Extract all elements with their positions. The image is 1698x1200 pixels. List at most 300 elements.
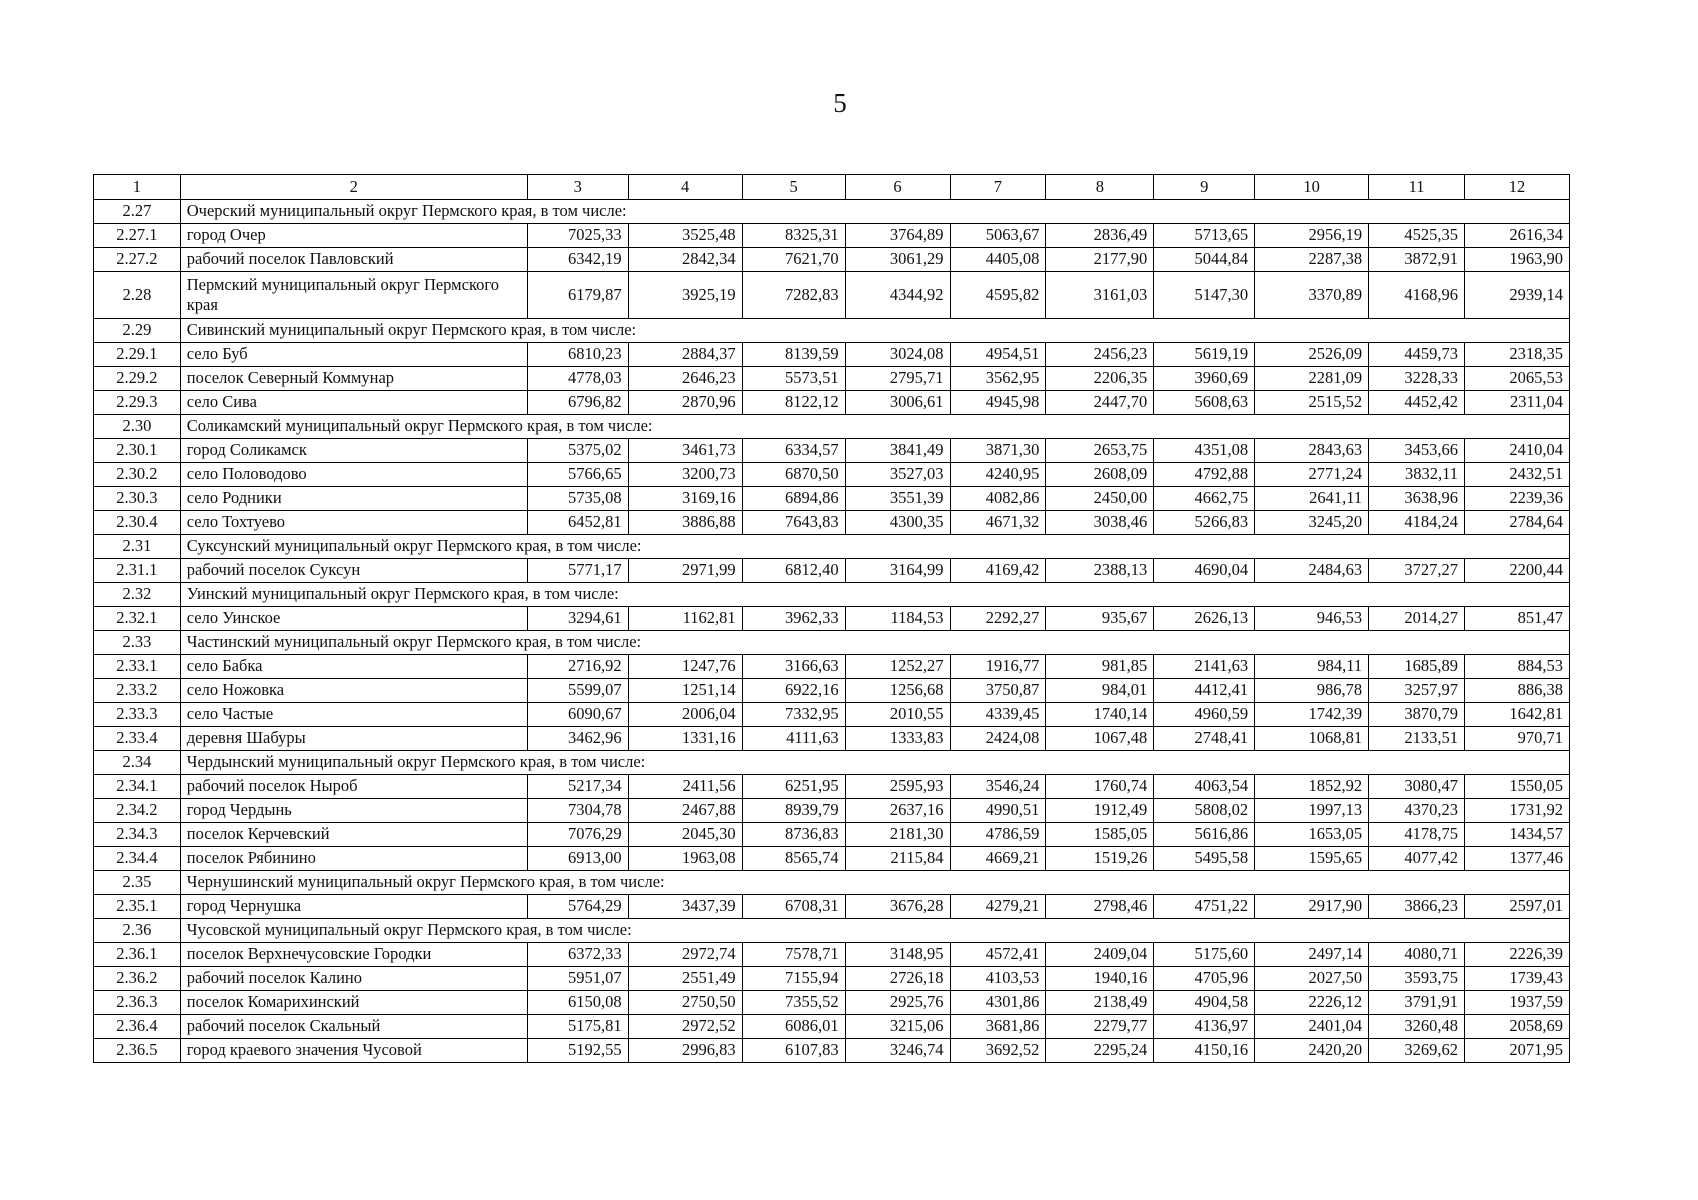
tariff-value: 2996,83 bbox=[628, 1039, 742, 1063]
tariff-value: 986,78 bbox=[1255, 679, 1369, 703]
tariff-value: 1434,57 bbox=[1465, 823, 1570, 847]
row-number: 2.36.3 bbox=[94, 991, 181, 1015]
tariff-value: 3925,19 bbox=[628, 272, 742, 319]
tariff-value: 3791,91 bbox=[1369, 991, 1465, 1015]
tariff-value: 2058,69 bbox=[1465, 1015, 1570, 1039]
tariff-value: 7076,29 bbox=[527, 823, 628, 847]
tariff-value: 3260,48 bbox=[1369, 1015, 1465, 1039]
settlement-name: деревня Шабуры bbox=[180, 727, 527, 751]
column-number-header: 10 bbox=[1255, 175, 1369, 200]
tariff-value: 3164,99 bbox=[845, 559, 950, 583]
page-number: 5 bbox=[833, 88, 847, 118]
tariff-value: 2836,49 bbox=[1046, 224, 1154, 248]
tariff-value: 3562,95 bbox=[950, 367, 1046, 391]
tariff-value: 5573,51 bbox=[742, 367, 845, 391]
row-number: 2.30.4 bbox=[94, 511, 181, 535]
table-row bbox=[94, 847, 1570, 871]
group-row bbox=[94, 871, 1570, 895]
column-number-header: 6 bbox=[845, 175, 950, 200]
tariff-value: 6894,86 bbox=[742, 487, 845, 511]
tariff-value: 2411,56 bbox=[628, 775, 742, 799]
tariff-value: 935,67 bbox=[1046, 607, 1154, 631]
column-number-header: 3 bbox=[527, 175, 628, 200]
tariff-value: 6334,57 bbox=[742, 439, 845, 463]
row-number: 2.36 bbox=[94, 919, 181, 943]
settlement-name: село Тохтуево bbox=[180, 511, 527, 535]
tariff-value: 1685,89 bbox=[1369, 655, 1465, 679]
tariff-value: 2409,04 bbox=[1046, 943, 1154, 967]
table-row bbox=[94, 967, 1570, 991]
tariff-value: 2424,08 bbox=[950, 727, 1046, 751]
settlement-name: рабочий поселок Скальный bbox=[180, 1015, 527, 1039]
tariff-value: 4169,42 bbox=[950, 559, 1046, 583]
row-number: 2.28 bbox=[94, 272, 181, 319]
tariff-value: 3461,73 bbox=[628, 439, 742, 463]
tariff-value: 5766,65 bbox=[527, 463, 628, 487]
tariff-value: 2027,50 bbox=[1255, 967, 1369, 991]
row-number: 2.30.3 bbox=[94, 487, 181, 511]
tariff-value: 6810,23 bbox=[527, 343, 628, 367]
tariff-value: 2771,24 bbox=[1255, 463, 1369, 487]
column-number-header: 8 bbox=[1046, 175, 1154, 200]
tariff-value: 2206,35 bbox=[1046, 367, 1154, 391]
row-number: 2.34.1 bbox=[94, 775, 181, 799]
tariff-value: 3080,47 bbox=[1369, 775, 1465, 799]
tariff-value: 2239,36 bbox=[1465, 487, 1570, 511]
settlement-name: поселок Верхнечусовские Городки bbox=[180, 943, 527, 967]
tariff-value: 2295,24 bbox=[1046, 1039, 1154, 1063]
tariff-value: 2014,27 bbox=[1369, 607, 1465, 631]
tariff-value: 1912,49 bbox=[1046, 799, 1154, 823]
tariff-value: 2925,76 bbox=[845, 991, 950, 1015]
table-row bbox=[94, 607, 1570, 631]
tariff-value: 3024,08 bbox=[845, 343, 950, 367]
group-row bbox=[94, 319, 1570, 343]
tariff-value: 1377,46 bbox=[1465, 847, 1570, 871]
settlement-name: село Буб bbox=[180, 343, 527, 367]
tariff-value: 4904,58 bbox=[1154, 991, 1255, 1015]
tariff-value: 884,53 bbox=[1465, 655, 1570, 679]
tariff-value: 4136,97 bbox=[1154, 1015, 1255, 1039]
tariff-value: 8122,12 bbox=[742, 391, 845, 415]
tariff-value: 2484,63 bbox=[1255, 559, 1369, 583]
settlement-name: город Чернушка bbox=[180, 895, 527, 919]
tariff-value: 2181,30 bbox=[845, 823, 950, 847]
tariff-value: 3161,03 bbox=[1046, 272, 1154, 319]
tariff-value: 984,11 bbox=[1255, 655, 1369, 679]
tariff-value: 5735,08 bbox=[527, 487, 628, 511]
table-row bbox=[94, 463, 1570, 487]
row-number: 2.29 bbox=[94, 319, 181, 343]
settlement-name: поселок Северный Коммунар bbox=[180, 367, 527, 391]
table-row bbox=[94, 727, 1570, 751]
table-row bbox=[94, 991, 1570, 1015]
tariff-value: 2795,71 bbox=[845, 367, 950, 391]
row-number: 2.34.4 bbox=[94, 847, 181, 871]
table-row bbox=[94, 775, 1570, 799]
tariff-value: 4705,96 bbox=[1154, 967, 1255, 991]
row-number: 2.36.2 bbox=[94, 967, 181, 991]
tariff-value: 1252,27 bbox=[845, 655, 950, 679]
tariff-value: 1162,81 bbox=[628, 607, 742, 631]
tariff-value: 1256,68 bbox=[845, 679, 950, 703]
row-number: 2.29.2 bbox=[94, 367, 181, 391]
table-row bbox=[94, 679, 1570, 703]
group-title: Очерский муниципальный округ Пермского края, в том числе: bbox=[180, 200, 1569, 224]
tariff-value: 6870,50 bbox=[742, 463, 845, 487]
tariff-value: 1585,05 bbox=[1046, 823, 1154, 847]
tariff-value: 3166,63 bbox=[742, 655, 845, 679]
tariff-value: 4954,51 bbox=[950, 343, 1046, 367]
tariff-value: 5616,86 bbox=[1154, 823, 1255, 847]
tariff-value: 5266,83 bbox=[1154, 511, 1255, 535]
table-row bbox=[94, 248, 1570, 272]
tariff-value: 5147,30 bbox=[1154, 272, 1255, 319]
tariff-value: 4082,86 bbox=[950, 487, 1046, 511]
group-row bbox=[94, 751, 1570, 775]
settlement-name: поселок Рябинино bbox=[180, 847, 527, 871]
tariff-value: 3228,33 bbox=[1369, 367, 1465, 391]
tariff-value: 4459,73 bbox=[1369, 343, 1465, 367]
tariff-value: 2956,19 bbox=[1255, 224, 1369, 248]
settlement-name: рабочий поселок Калино bbox=[180, 967, 527, 991]
tariff-value: 2616,34 bbox=[1465, 224, 1570, 248]
tariff-value: 5771,17 bbox=[527, 559, 628, 583]
tariff-value: 8325,31 bbox=[742, 224, 845, 248]
tariff-value: 984,01 bbox=[1046, 679, 1154, 703]
tariff-value: 2637,16 bbox=[845, 799, 950, 823]
row-number: 2.31.1 bbox=[94, 559, 181, 583]
tariff-value: 3546,24 bbox=[950, 775, 1046, 799]
tariff-value: 2784,64 bbox=[1465, 511, 1570, 535]
tariff-value: 4525,35 bbox=[1369, 224, 1465, 248]
tariff-value: 3866,23 bbox=[1369, 895, 1465, 919]
tariff-value: 3061,29 bbox=[845, 248, 950, 272]
tariff-value: 946,53 bbox=[1255, 607, 1369, 631]
tariff-value: 3870,79 bbox=[1369, 703, 1465, 727]
tariff-value: 3246,74 bbox=[845, 1039, 950, 1063]
tariff-value: 3527,03 bbox=[845, 463, 950, 487]
group-row bbox=[94, 631, 1570, 655]
row-number: 2.36.1 bbox=[94, 943, 181, 967]
tariff-value: 5599,07 bbox=[527, 679, 628, 703]
tariff-value: 6086,01 bbox=[742, 1015, 845, 1039]
tariff-value: 2420,20 bbox=[1255, 1039, 1369, 1063]
settlement-name: село Сива bbox=[180, 391, 527, 415]
table-row bbox=[94, 487, 1570, 511]
tariff-value: 4339,45 bbox=[950, 703, 1046, 727]
tariff-value: 4300,35 bbox=[845, 511, 950, 535]
tariff-value: 5375,02 bbox=[527, 439, 628, 463]
tariff-value: 3960,69 bbox=[1154, 367, 1255, 391]
tariff-value: 2410,04 bbox=[1465, 439, 1570, 463]
tariff-value: 886,38 bbox=[1465, 679, 1570, 703]
tariff-value: 4370,23 bbox=[1369, 799, 1465, 823]
row-number: 2.33.4 bbox=[94, 727, 181, 751]
tariff-value: 7332,95 bbox=[742, 703, 845, 727]
tariff-value: 2750,50 bbox=[628, 991, 742, 1015]
tariff-value: 4595,82 bbox=[950, 272, 1046, 319]
tariff-table bbox=[93, 174, 1570, 1063]
tariff-value: 6452,81 bbox=[527, 511, 628, 535]
table-row bbox=[94, 703, 1570, 727]
tariff-value: 2884,37 bbox=[628, 343, 742, 367]
tariff-value: 3886,88 bbox=[628, 511, 742, 535]
tariff-value: 6179,87 bbox=[527, 272, 628, 319]
tariff-value: 4103,53 bbox=[950, 967, 1046, 991]
group-title: Суксунский муниципальный округ Пермского края, в том числе: bbox=[180, 535, 1569, 559]
tariff-value: 3764,89 bbox=[845, 224, 950, 248]
tariff-value: 4351,08 bbox=[1154, 439, 1255, 463]
tariff-value: 2971,99 bbox=[628, 559, 742, 583]
row-number: 2.33 bbox=[94, 631, 181, 655]
tariff-value: 4671,32 bbox=[950, 511, 1046, 535]
tariff-value: 3525,48 bbox=[628, 224, 742, 248]
tariff-value: 2450,00 bbox=[1046, 487, 1154, 511]
tariff-value: 2551,49 bbox=[628, 967, 742, 991]
tariff-value: 4178,75 bbox=[1369, 823, 1465, 847]
tariff-value: 2177,90 bbox=[1046, 248, 1154, 272]
tariff-value: 1247,76 bbox=[628, 655, 742, 679]
group-title: Чердынский муниципальный округ Пермского края, в том числе: bbox=[180, 751, 1569, 775]
settlement-name: город краевого значения Чусовой bbox=[180, 1039, 527, 1063]
tariff-value: 4792,88 bbox=[1154, 463, 1255, 487]
tariff-value: 2432,51 bbox=[1465, 463, 1570, 487]
row-number: 2.34.3 bbox=[94, 823, 181, 847]
tariff-value: 3841,49 bbox=[845, 439, 950, 463]
tariff-value: 851,47 bbox=[1465, 607, 1570, 631]
tariff-value: 1595,65 bbox=[1255, 847, 1369, 871]
table-row bbox=[94, 439, 1570, 463]
tariff-value: 2515,52 bbox=[1255, 391, 1369, 415]
tariff-value: 1068,81 bbox=[1255, 727, 1369, 751]
tariff-value: 4452,42 bbox=[1369, 391, 1465, 415]
tariff-value: 2641,11 bbox=[1255, 487, 1369, 511]
tariff-value: 3462,96 bbox=[527, 727, 628, 751]
tariff-value: 2526,09 bbox=[1255, 343, 1369, 367]
tariff-value: 2133,51 bbox=[1369, 727, 1465, 751]
row-number: 2.30 bbox=[94, 415, 181, 439]
tariff-value: 5951,07 bbox=[527, 967, 628, 991]
tariff-value: 1760,74 bbox=[1046, 775, 1154, 799]
tariff-value: 5608,63 bbox=[1154, 391, 1255, 415]
group-title: Чернушинский муниципальный округ Пермского края, в том числе: bbox=[180, 871, 1569, 895]
settlement-name: село Родники bbox=[180, 487, 527, 511]
table-row bbox=[94, 1015, 1570, 1039]
column-number-header: 11 bbox=[1369, 175, 1465, 200]
tariff-value: 4301,86 bbox=[950, 991, 1046, 1015]
tariff-value: 8939,79 bbox=[742, 799, 845, 823]
tariff-value: 4662,75 bbox=[1154, 487, 1255, 511]
column-number-header: 12 bbox=[1465, 175, 1570, 200]
tariff-value: 7578,71 bbox=[742, 943, 845, 967]
tariff-value: 4405,08 bbox=[950, 248, 1046, 272]
tariff-value: 1916,77 bbox=[950, 655, 1046, 679]
row-number: 2.35 bbox=[94, 871, 181, 895]
tariff-value: 2467,88 bbox=[628, 799, 742, 823]
tariff-value: 1251,14 bbox=[628, 679, 742, 703]
tariff-value: 1067,48 bbox=[1046, 727, 1154, 751]
tariff-value: 4412,41 bbox=[1154, 679, 1255, 703]
settlement-name: город Чердынь bbox=[180, 799, 527, 823]
tariff-value: 1742,39 bbox=[1255, 703, 1369, 727]
settlement-name: город Очер bbox=[180, 224, 527, 248]
tariff-value: 5619,19 bbox=[1154, 343, 1255, 367]
tariff-value: 1997,13 bbox=[1255, 799, 1369, 823]
tariff-value: 2870,96 bbox=[628, 391, 742, 415]
tariff-value: 2115,84 bbox=[845, 847, 950, 871]
tariff-value: 2748,41 bbox=[1154, 727, 1255, 751]
tariff-value: 3872,91 bbox=[1369, 248, 1465, 272]
tariff-value: 6107,83 bbox=[742, 1039, 845, 1063]
group-row bbox=[94, 535, 1570, 559]
tariff-value: 2972,52 bbox=[628, 1015, 742, 1039]
table-row bbox=[94, 367, 1570, 391]
tariff-value: 2141,63 bbox=[1154, 655, 1255, 679]
row-number: 2.36.5 bbox=[94, 1039, 181, 1063]
group-row bbox=[94, 919, 1570, 943]
tariff-value: 2456,23 bbox=[1046, 343, 1154, 367]
tariff-value: 3148,95 bbox=[845, 943, 950, 967]
column-number-header: 5 bbox=[742, 175, 845, 200]
tariff-value: 4077,42 bbox=[1369, 847, 1465, 871]
row-number: 2.27.1 bbox=[94, 224, 181, 248]
tariff-value: 4778,03 bbox=[527, 367, 628, 391]
tariff-value: 3294,61 bbox=[527, 607, 628, 631]
tariff-value: 2843,63 bbox=[1255, 439, 1369, 463]
tariff-value: 3169,16 bbox=[628, 487, 742, 511]
tariff-value: 4751,22 bbox=[1154, 895, 1255, 919]
tariff-value: 1740,14 bbox=[1046, 703, 1154, 727]
tariff-value: 3006,61 bbox=[845, 391, 950, 415]
tariff-value: 7155,94 bbox=[742, 967, 845, 991]
row-number: 2.33.1 bbox=[94, 655, 181, 679]
tariff-value: 6150,08 bbox=[527, 991, 628, 1015]
tariff-value: 5063,67 bbox=[950, 224, 1046, 248]
tariff-value: 1184,53 bbox=[845, 607, 950, 631]
tariff-value: 2653,75 bbox=[1046, 439, 1154, 463]
tariff-value: 2646,23 bbox=[628, 367, 742, 391]
tariff-value: 7643,83 bbox=[742, 511, 845, 535]
tariff-value: 2798,46 bbox=[1046, 895, 1154, 919]
tariff-value: 3750,87 bbox=[950, 679, 1046, 703]
table-row bbox=[94, 391, 1570, 415]
tariff-value: 8139,59 bbox=[742, 343, 845, 367]
table-row bbox=[94, 655, 1570, 679]
tariff-value: 1937,59 bbox=[1465, 991, 1570, 1015]
tariff-value: 4063,54 bbox=[1154, 775, 1255, 799]
tariff-value: 2608,09 bbox=[1046, 463, 1154, 487]
row-number: 2.35.1 bbox=[94, 895, 181, 919]
row-number: 2.33.3 bbox=[94, 703, 181, 727]
row-number: 2.32 bbox=[94, 583, 181, 607]
tariff-value: 1642,81 bbox=[1465, 703, 1570, 727]
tariff-value: 5217,34 bbox=[527, 775, 628, 799]
tariff-value: 7282,83 bbox=[742, 272, 845, 319]
tariff-value: 1852,92 bbox=[1255, 775, 1369, 799]
tariff-value: 2287,38 bbox=[1255, 248, 1369, 272]
tariff-value: 2626,13 bbox=[1154, 607, 1255, 631]
tariff-value: 1731,92 bbox=[1465, 799, 1570, 823]
tariff-value: 1519,26 bbox=[1046, 847, 1154, 871]
tariff-value: 3038,46 bbox=[1046, 511, 1154, 535]
group-row bbox=[94, 415, 1570, 439]
row-number: 2.36.4 bbox=[94, 1015, 181, 1039]
tariff-value: 2226,12 bbox=[1255, 991, 1369, 1015]
tariff-value: 2226,39 bbox=[1465, 943, 1570, 967]
column-number-row bbox=[94, 175, 1570, 200]
tariff-value: 5044,84 bbox=[1154, 248, 1255, 272]
tariff-value: 1963,08 bbox=[628, 847, 742, 871]
tariff-value: 2595,93 bbox=[845, 775, 950, 799]
table-header bbox=[94, 175, 1570, 200]
row-number: 2.29.3 bbox=[94, 391, 181, 415]
tariff-value: 4690,04 bbox=[1154, 559, 1255, 583]
tariff-value: 3692,52 bbox=[950, 1039, 1046, 1063]
tariff-value: 3871,30 bbox=[950, 439, 1046, 463]
tariff-value: 5175,81 bbox=[527, 1015, 628, 1039]
tariff-value: 2010,55 bbox=[845, 703, 950, 727]
group-title: Чусовской муниципальный округ Пермского края, в том числе: bbox=[180, 919, 1569, 943]
tariff-value: 1653,05 bbox=[1255, 823, 1369, 847]
tariff-value: 3437,39 bbox=[628, 895, 742, 919]
tariff-value: 5175,60 bbox=[1154, 943, 1255, 967]
column-number-header: 7 bbox=[950, 175, 1046, 200]
settlement-name: село Уинское bbox=[180, 607, 527, 631]
settlement-name: рабочий поселок Павловский bbox=[180, 248, 527, 272]
tariff-value: 3453,66 bbox=[1369, 439, 1465, 463]
tariff-value: 2917,90 bbox=[1255, 895, 1369, 919]
group-title: Уинский муниципальный округ Пермского края, в том числе: bbox=[180, 583, 1569, 607]
tariff-value: 3593,75 bbox=[1369, 967, 1465, 991]
column-number-header: 9 bbox=[1154, 175, 1255, 200]
tariff-value: 5713,65 bbox=[1154, 224, 1255, 248]
tariff-value: 7355,52 bbox=[742, 991, 845, 1015]
tariff-value: 4111,63 bbox=[742, 727, 845, 751]
tariff-value: 2281,09 bbox=[1255, 367, 1369, 391]
tariff-value: 2006,04 bbox=[628, 703, 742, 727]
row-number: 2.32.1 bbox=[94, 607, 181, 631]
row-number: 2.33.2 bbox=[94, 679, 181, 703]
table-row bbox=[94, 343, 1570, 367]
tariff-value: 3681,86 bbox=[950, 1015, 1046, 1039]
settlement-name: село Частые bbox=[180, 703, 527, 727]
tariff-value: 2279,77 bbox=[1046, 1015, 1154, 1039]
settlement-name: рабочий поселок Суксун bbox=[180, 559, 527, 583]
tariff-value: 4240,95 bbox=[950, 463, 1046, 487]
tariff-value: 3638,96 bbox=[1369, 487, 1465, 511]
table-row bbox=[94, 799, 1570, 823]
settlement-name: село Половодово bbox=[180, 463, 527, 487]
tariff-value: 2447,70 bbox=[1046, 391, 1154, 415]
row-number: 2.31 bbox=[94, 535, 181, 559]
tariff-value: 8736,83 bbox=[742, 823, 845, 847]
tariff-value: 2939,14 bbox=[1465, 272, 1570, 319]
tariff-value: 2497,14 bbox=[1255, 943, 1369, 967]
tariff-value: 1550,05 bbox=[1465, 775, 1570, 799]
tariff-value: 3269,62 bbox=[1369, 1039, 1465, 1063]
tariff-value: 3832,11 bbox=[1369, 463, 1465, 487]
tariff-value: 6796,82 bbox=[527, 391, 628, 415]
table-body bbox=[94, 200, 1570, 1063]
settlement-name: село Бабка bbox=[180, 655, 527, 679]
tariff-value: 7304,78 bbox=[527, 799, 628, 823]
tariff-value: 3200,73 bbox=[628, 463, 742, 487]
column-number-header: 1 bbox=[94, 175, 181, 200]
tariff-value: 2972,74 bbox=[628, 943, 742, 967]
tariff-value: 3245,20 bbox=[1255, 511, 1369, 535]
tariff-value: 6922,16 bbox=[742, 679, 845, 703]
